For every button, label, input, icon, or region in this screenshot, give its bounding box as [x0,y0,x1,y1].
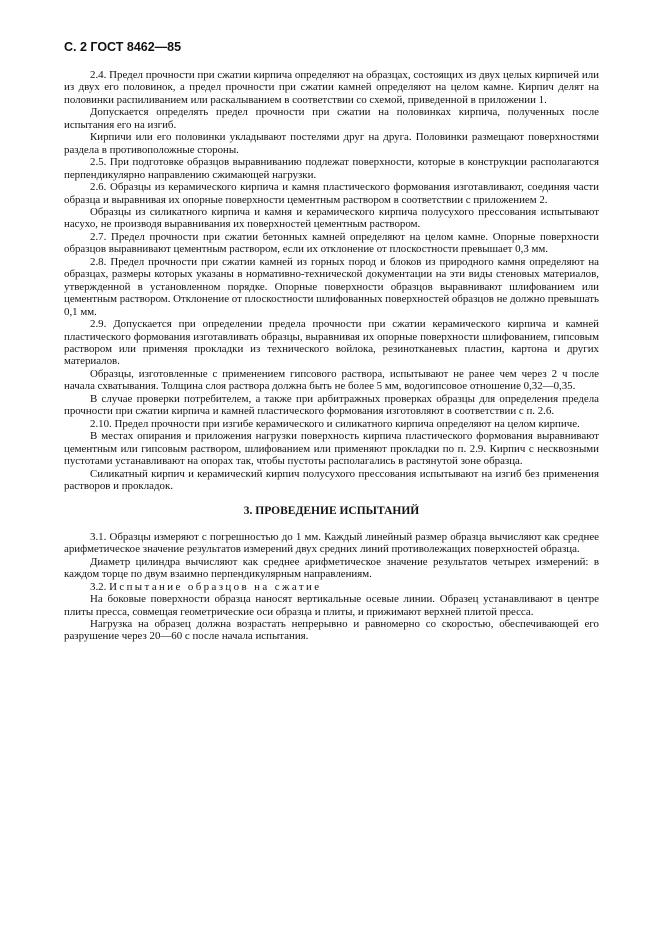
paragraph: В местах опирания и приложения нагрузки поверхность кирпича пластического формования выравнивают цементным или гипсовым раствором, шлифованием или применяют прокладки по п. 2.9. Кирпич с несквозными пустотами устанавливают на опорах так, чтобы пустоты располагались в растянутой зоне образца. [64,430,599,468]
paragraph: На боковые поверхности образца наносят вертикальные осевые линии. Образец устанавливают в центре плиты пресса, совмещая геометрические оси образца и плиты, и прижимают верхней плитой пресса. [64,593,599,618]
paragraph: 2.8. Предел прочности при сжатии камней из горных пород и блоков из природного камня определяют на образцах, размеры которых указаны в нормативно-технической документации на эти виды стеновых материалов, утвержденной в установленном порядке. Опорные поверхности образцов выравнивают шлифованием или цементным раствором. Отклонение от плоскостности шлифованных поверхностей образцов не должно превышать 0,1 мм. [64,255,599,318]
paragraph: Нагрузка на образец должна возрастать непрерывно и равномерно со скоростью, обеспечивающей его разрушение через 20—60 с после начала испытания. [64,618,599,643]
paragraph: 3.1. Образцы измеряют с погрешностью до 1 мм. Каждый линейный размер образца вычисляют как среднее арифметическое значение результатов измерений двух средних линий противолежащих поверхностей образца. [64,530,599,556]
paragraph: Допускается определять предел прочности при сжатии на половинках кирпича, полученных после испытания его на изгиб. [64,106,599,131]
subheading [64,581,599,593]
paragraph: Кирпичи или его половинки укладывают постелями друг на друга. Половинки размещают поверхностями раздела в противоположные стороны. [64,131,599,156]
paragraph: 2.10. Предел прочности при изгибе керамического и силикатного кирпича определяют на целом кирпиче. [90,417,580,430]
paragraph: 2.4. Предел прочности при сжатии кирпича определяют на образцах, состоящих из двух целых кирпичей или из двух его половинок, а предел прочности при сжатии камней определяют на целом камне. Кирпич делят на половинки распиливанием или раскалыванием в соответствии со схемой, приведенной в приложении 1. [64,69,599,106]
paragraph: 2.9. Допускается при определении предела прочности при сжатии керамического кирпича и камней пластического формования изготавливать образцы, выравнивая их опорные поверхности шлифованием, гипсовым раствором или применяя прокладки из технического войлока, резинотканевых пластин, картона и других материалов. [64,318,599,368]
paragraph: 2.6. Образцы из керамического кирпича и камня пластического формования изготавливают, соединяя части образца и выравнивая их опорные поверхности цементным раствором в соответствии с приложением 2. [64,181,599,206]
section-title: 3. ПРОВЕДЕНИЕ ИСПЫТАНИЙ [243,505,420,518]
paragraph: Силикатный кирпич и керамический кирпич полусухого прессования испытывают на изгиб без применения растворов и прокладок. [64,467,599,492]
page-header: С. 2 ГОСТ 8462—85 [64,40,182,54]
paragraph: 2.5. При подготовке образцов выравниванию подлежат поверхности, которые в конструкции располагаются перпендикулярно направлению сжимающей нагрузки. [64,156,599,181]
paragraph: Образцы, изготовленные с применением гипсового раствора, испытывают не ранее чем через 2 ч после начала схватывания. Толщина слоя раствора должна быть не более 5 мм, водогипсовое отношение 0,32—0,35. [64,367,599,393]
subheading-number: 3.2. [90,580,107,593]
paragraph: Диаметр цилиндра вычисляют как среднее арифметическое значение результатов четырех измерений: в каждом торце по двум взаимно перпендикулярным направлениям. [64,555,599,581]
document-page [64,40,599,643]
paragraph: 2.7. Предел прочности при сжатии бетонных камней определяют на целом камне. Опорные поверхности образцов выравнивают цементным раствором, если их отклонение от плоскостности превышает 0,3 мм. [64,230,599,256]
subheading-text: Испытание образцов на сжатие [109,580,322,593]
paragraph: Образцы из силикатного кирпича и камня и керамического кирпича полусухого прессования испытывают насухо, не производя выравнивания их поверхностей цементным раствором. [64,205,599,231]
paragraph: В случае проверки потребителем, а также при арбитражных проверках образцы для определения предела прочности при сжатии кирпича и камней пластического формования изготовляют в соответствии с п. 2.6. [64,392,599,418]
